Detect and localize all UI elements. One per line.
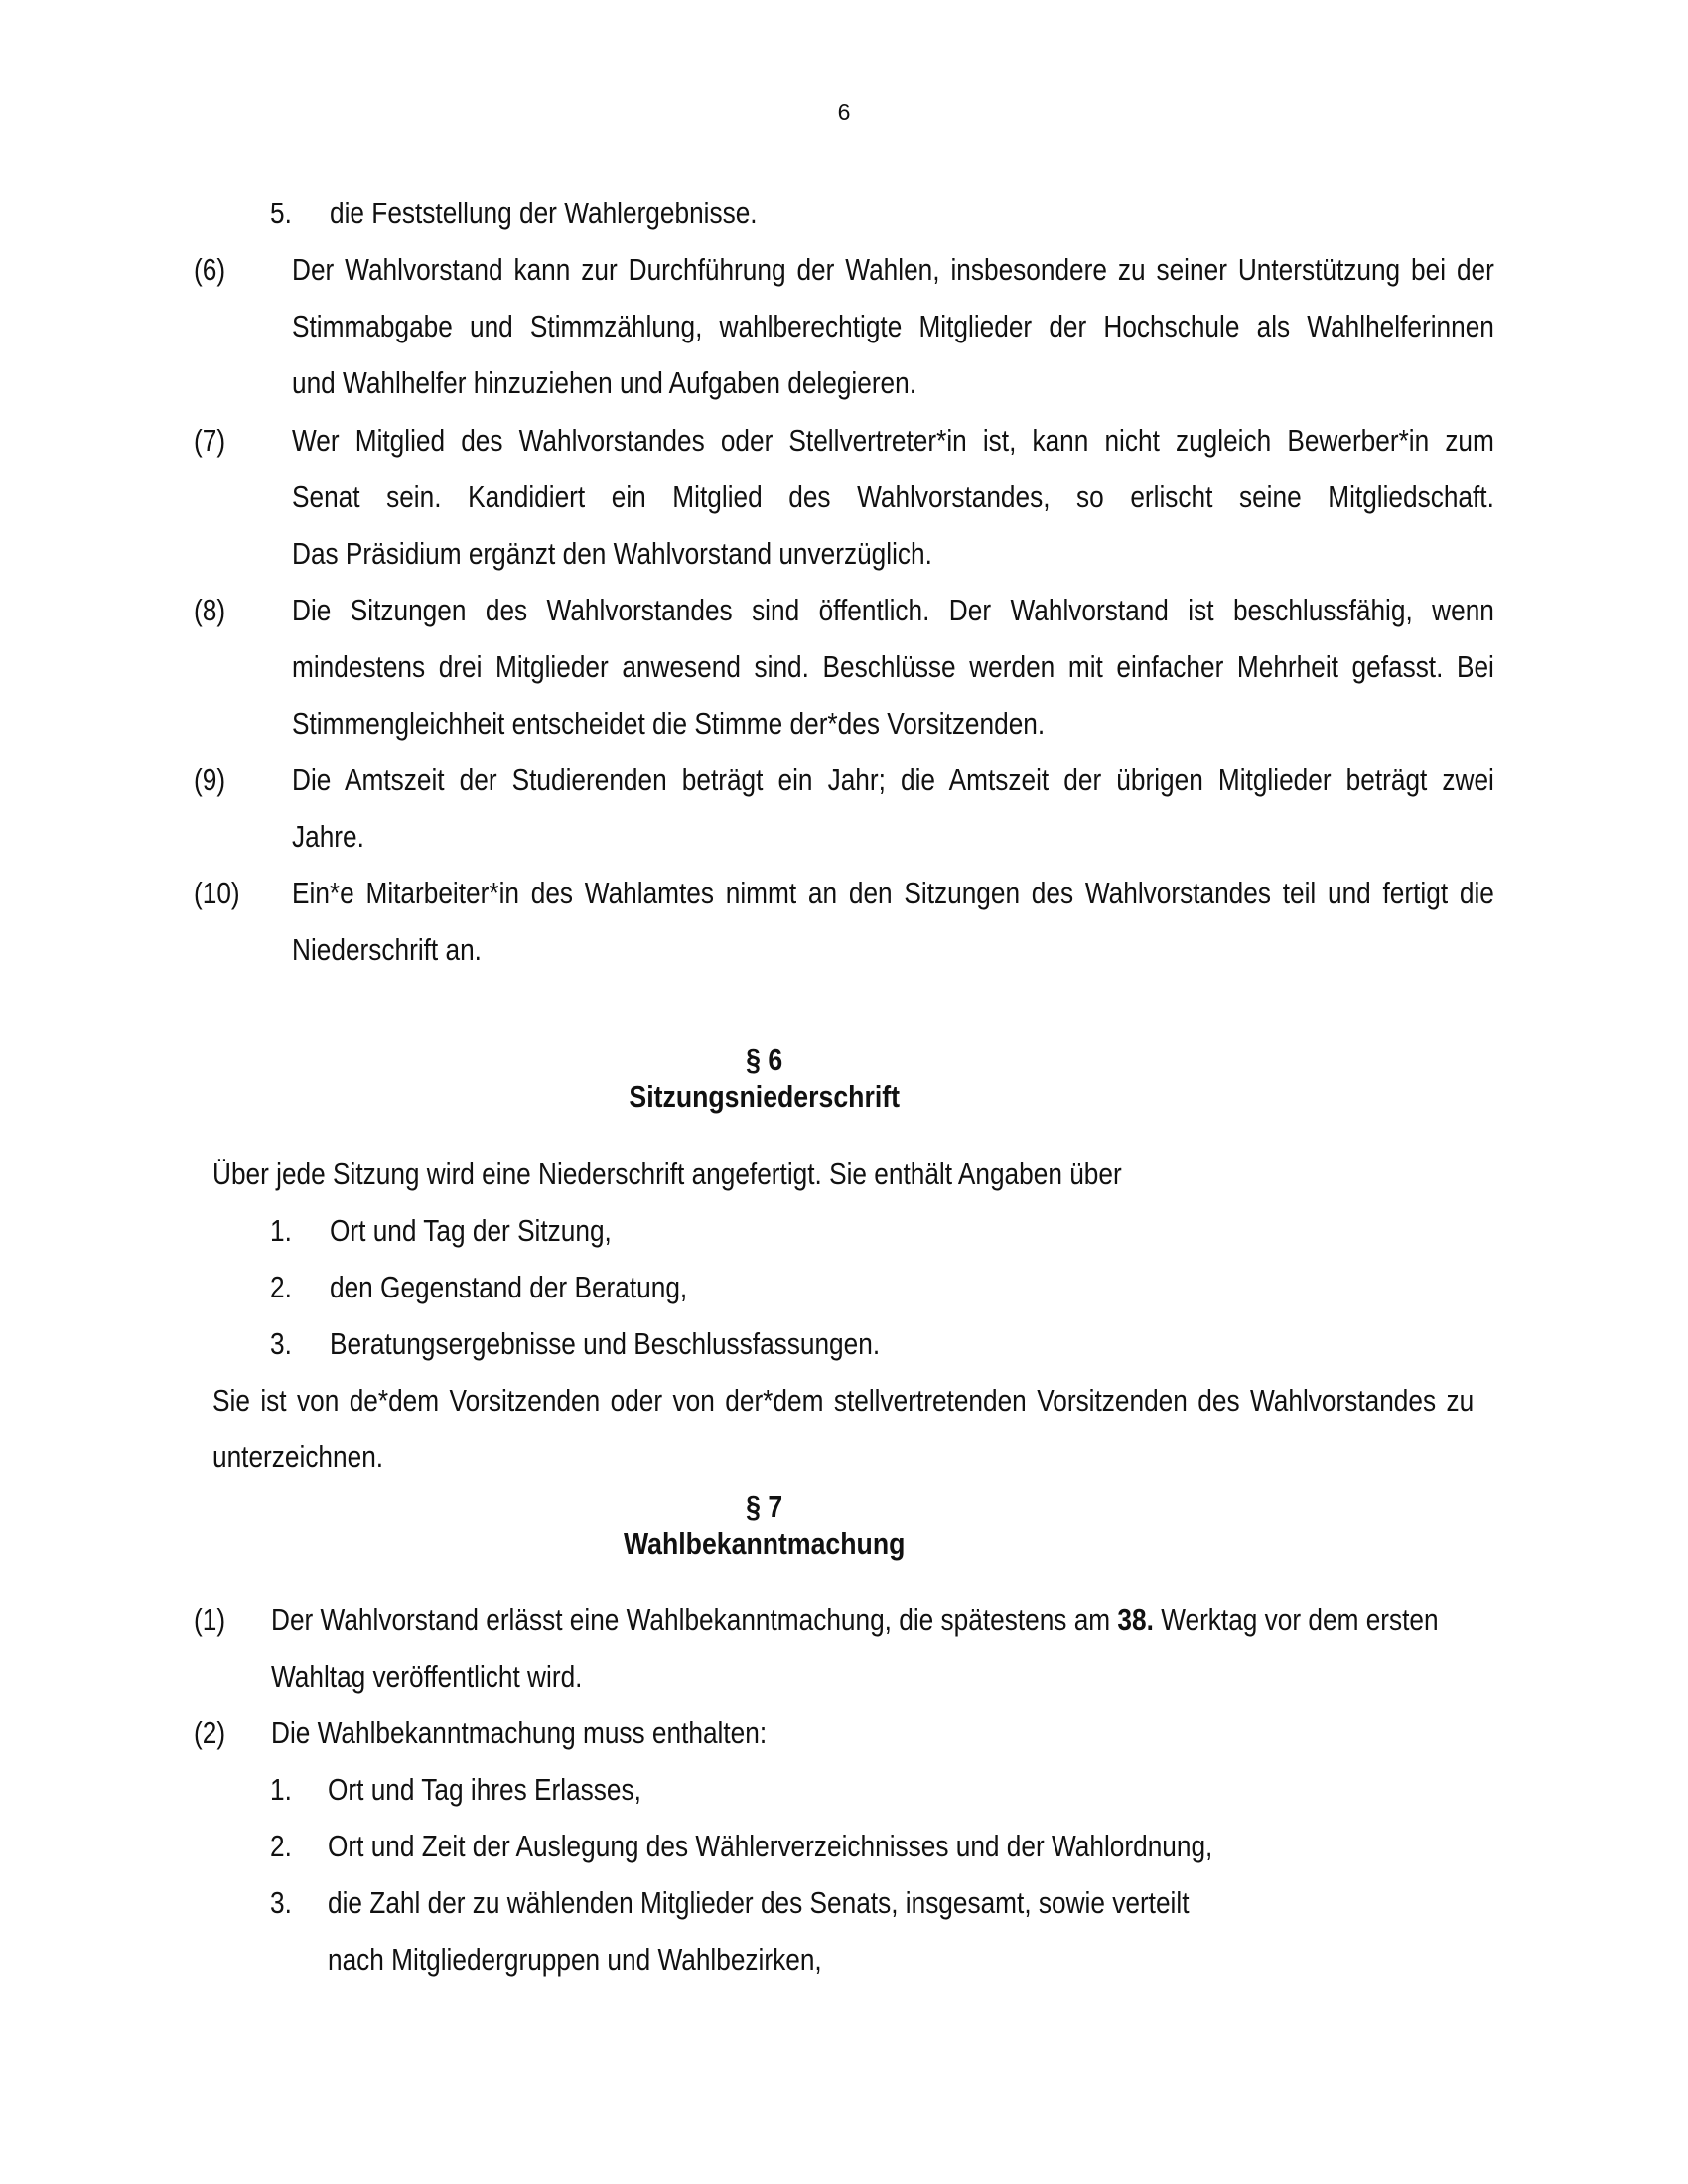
paragraph-number: (1) [194,1603,226,1637]
list-item-text: Ort und Zeit der Auslegung des Wählerverzeichnisses und der Wahlordnung, [328,1830,1213,1863]
paragraph-line: Die Wahlbekanntmachung muss enthalten: [271,1716,768,1750]
paragraph-line: Die Amtszeit der Studierenden beträgt ein Jahr; die Amtszeit der übrigen Mitglieder beträgt zwei [292,763,1494,797]
paragraph-line: Wahltag veröffentlicht wird. [271,1660,583,1694]
paragraph-number: (6) [194,253,226,287]
section-closing-line: Sie ist von de*dem Vorsitzenden oder von der*dem stellvertretenden Vorsitzenden des Wahlvorstandes zu [212,1384,1475,1418]
paragraph-line: Die Sitzungen des Wahlvorstandes sind öffentlich. Der Wahlvorstand ist beschlussfähig, wenn [292,594,1494,627]
paragraph-text: Der Wahlvorstand erlässt eine Wahlbekanntmachung, die spätestens am [271,1603,1118,1637]
list-item-number: 1. [270,1214,292,1248]
list-item-number: 1. [270,1773,292,1807]
list-item-number: 2. [270,1271,292,1304]
paragraph-line: Stimmengleichheit entscheidet die Stimme der*des Vorsitzenden. [292,707,1046,741]
paragraph-text: Werktag vor dem ersten [1153,1603,1439,1637]
paragraph-line: Das Präsidium ergänzt den Wahlvorstand unverzüglich. [292,537,932,571]
section-symbol: § 7 [746,1489,783,1524]
paragraph-line [271,1602,1439,1638]
list-item-text: die Zahl der zu wählenden Mitglieder des Senats, insgesamt, sowie verteilt [328,1886,1190,1920]
list-item-text: Beratungsergebnisse und Beschlussfassungen. [330,1327,881,1361]
section-closing-line: unterzeichnen. [212,1440,384,1474]
deadline-value: 38. [1117,1603,1154,1637]
paragraph-line: Stimmabgabe und Stimmzählung, wahlberechtigte Mitglieder der Hochschule als Wahlhelferinnen [292,310,1494,343]
paragraph-number: (2) [194,1716,226,1750]
list-item-text: Ort und Tag der Sitzung, [330,1214,612,1248]
list-item-text-continuation: nach Mitgliedergruppen und Wahlbezirken, [328,1943,822,1977]
list-item-number: 5. [270,197,292,230]
paragraph-line: Der Wahlvorstand kann zur Durchführung der Wahlen, insbesondere zu seiner Unterstützung bei der [292,253,1494,287]
list-item-text: Ort und Tag ihres Erlasses, [328,1773,641,1807]
paragraph-line: Niederschrift an. [292,933,482,967]
paragraph-number: (8) [194,594,226,627]
paragraph-line: Ein*e Mitarbeiter*in des Wahlamtes nimmt an den Sitzungen des Wahlvorstandes teil und fertigt die [292,877,1494,910]
list-item-number: 2. [270,1830,292,1863]
paragraph-line: mindestens drei Mitglieder anwesend sind. Beschlüsse werden mit einfacher Mehrheit gefasst. Bei [292,650,1494,684]
paragraph-number: (7) [194,424,226,458]
paragraph-line: Senat sein. Kandidiert ein Mitglied des Wahlvorstandes, so erlischt seine Mitgliedschaft. [292,480,1494,514]
section-title: Wahlbekanntmachung [623,1526,906,1561]
section-title: Sitzungsniederschrift [629,1079,900,1114]
section-symbol: § 6 [746,1042,783,1077]
section-intro: Über jede Sitzung wird eine Niederschrift angefertigt. Sie enthält Angaben über [212,1158,1122,1191]
paragraph-line: Jahre. [292,820,364,854]
list-item-text: die Feststellung der Wahlergebnisse. [330,197,758,230]
list-item-number: 3. [270,1327,292,1361]
list-item-text: den Gegenstand der Beratung, [330,1271,688,1304]
page-number: 6 [837,99,851,125]
list-item-number: 3. [270,1886,292,1920]
paragraph-number: (9) [194,763,226,797]
paragraph-line: und Wahlhelfer hinzuziehen und Aufgaben delegieren. [292,366,917,400]
paragraph-number: (10) [194,877,240,910]
paragraph-line: Wer Mitglied des Wahlvorstandes oder Stellvertreter*in ist, kann nicht zugleich Bewerber*in zum [292,424,1494,458]
